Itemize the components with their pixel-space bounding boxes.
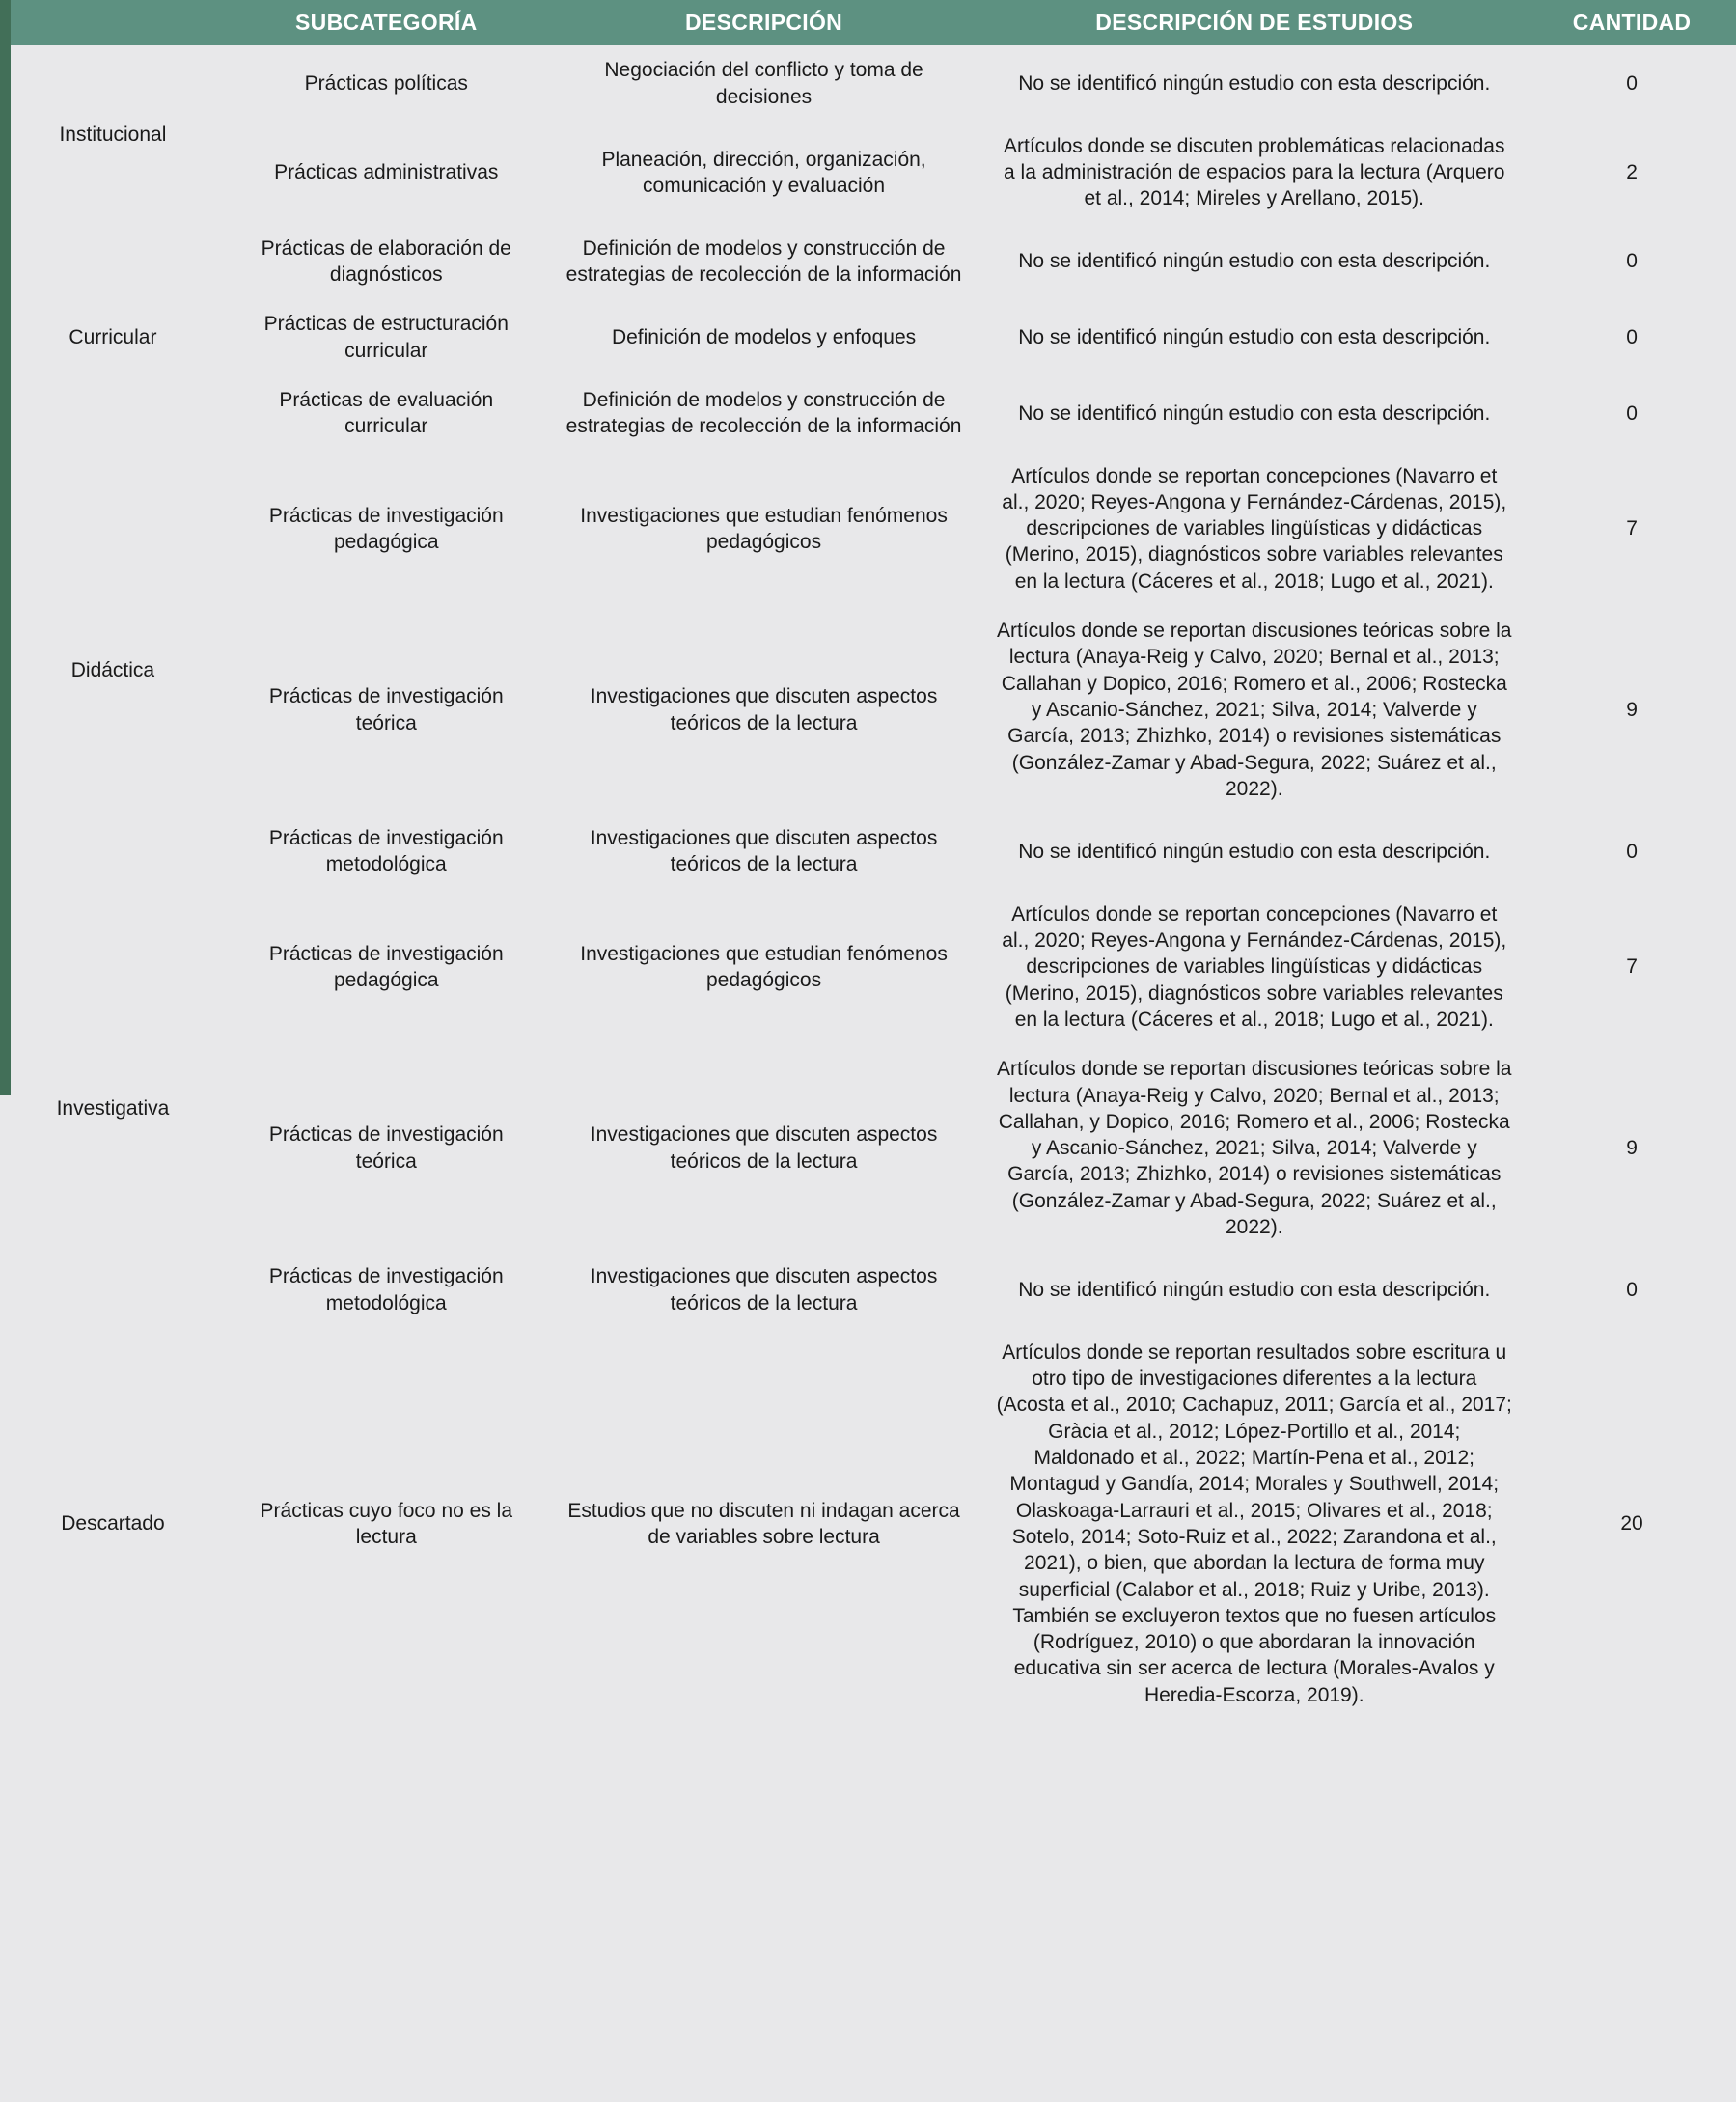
quantity-cell: 7 (1626, 517, 1638, 540)
table-row (0, 452, 1736, 606)
table-row (0, 606, 1736, 814)
description-cell: Investigaciones que discuten aspectos teóricos de la lectura (590, 1123, 938, 1173)
quantity-cell: 0 (1626, 71, 1638, 95)
description-cell: Investigaciones que discuten aspectos teóricos de la lectura (590, 685, 938, 734)
studies-description-cell: Artículos donde se reportan resultados sobre escritura u otro tipo de investigaciones diferentes a la lectura (Acosta et al., 2010; Cachapuz, 2011; García et al., 2017; Gràcia et al., 2012; López-Portillo et al., 2014; Maldonado et al., 2022; Martín-Pena et al., 2012; Montagud y Gandía, 2014; Morales y Southwell, 2014; Olaskoaga-Larrauri et al., 2015; Olivares et al., 2018; Sotelo, 2014; Soto-Ruiz et al., 2022; Zarandona et al., 2021), o bien, que abordan la lectura de forma muy superficial (Calabor et al., 2018; Ruiz y Uribe, 2013). También se excluyeron textos que no fuesen artículos (Rodríguez, 2010) o que abordaran la innovación educativa sin ser acerca de lectura (Morales-Avalos y Heredia-Escorza, 2019). (996, 1341, 1512, 1706)
subcategory-cell: Prácticas de investigación metodológica (268, 827, 504, 876)
quantity-header: CANTIDAD (1528, 0, 1736, 45)
table-row (0, 1252, 1736, 1328)
description-cell: Investigaciones que discuten aspectos teóricos de la lectura (590, 1265, 938, 1314)
category-cell: Didáctica (70, 658, 155, 681)
category-cell: Investigativa (56, 1097, 170, 1120)
table-row (0, 814, 1736, 890)
quantity-cell: 0 (1626, 326, 1638, 349)
subcategory-cell: Prácticas de investigación teórica (268, 685, 504, 734)
subcategory-cell: Prácticas políticas (304, 71, 468, 95)
studies-description-cell: Artículos donde se reportan discusiones teóricas sobre la lectura (Anaya-Reig y Calvo, 2020; Bernal et al., 2013; Callahan y Dopico, 2016; Romero et al., 2006; Rostecka y Ascanio-Sánchez, 2021; Silva, 2014; Valverde y García, 2013; Zhizhko, 2014) o revisiones sistemáticas (González-Zamar y Abad-Segura, 2022; Suárez et al., 2022). (997, 620, 1512, 800)
subcategory-cell: Prácticas cuyo foco no es la lectura (260, 1499, 512, 1548)
quantity-cell: 9 (1626, 1137, 1638, 1160)
subcategory-cell: Prácticas de investigación pedagógica (268, 942, 504, 991)
subcategory-header: SUBCATEGORÍA (226, 0, 547, 45)
description-cell: Investigaciones que estudian fenómenos pedagógicos (580, 942, 948, 991)
subcategory-cell: Prácticas de investigación teórica (268, 1123, 504, 1173)
studies-description-cell: Artículos donde se reportan discusiones teóricas sobre la lectura (Anaya-Reig y Calvo, 2020; Bernal et al., 2013; Callahan, y Dopico, 2016; Romero et al., 2006; Rostecka y Ascanio-Sánchez, 2021; Silva, 2014; Valverde y García, 2013; Zhizhko, 2014) o revisiones sistemáticas (González-Zamar y Abad-Segura, 2022; Suárez et al., 2022). (997, 1058, 1512, 1238)
page-margin-stripe (0, 0, 11, 1095)
studies-description-cell: Artículos donde se reportan concepciones (Navarro et al., 2020; Reyes-Angona y Fernández-Cárdenas, 2015), descripciones de variables lingüísticas y didácticas (Merino, 2015), diagnósticos sobre variables relevantes en la lectura (Cáceres et al., 2018; Lugo et al., 2021). (1002, 902, 1507, 1031)
studies-description-cell: No se identificó ningún estudio con esta descripción. (1018, 326, 1491, 349)
studies-description-cell: No se identificó ningún estudio con esta descripción. (1018, 250, 1491, 273)
quantity-cell: 20 (1620, 1512, 1643, 1535)
studies-description-cell: No se identificó ningún estudio con esta descripción. (1018, 840, 1491, 863)
category-header (0, 0, 226, 45)
category-cell: Institucional (59, 123, 167, 146)
subcategory-cell: Prácticas de investigación metodológica (268, 1265, 504, 1314)
quantity-cell: 0 (1626, 250, 1638, 273)
description-cell: Investigaciones que discuten aspectos teóricos de la lectura (590, 827, 938, 876)
quantity-cell: 2 (1626, 161, 1638, 184)
studies-description-cell: No se identificó ningún estudio con esta descripción. (1018, 401, 1491, 425)
description-cell: Definición de modelos y enfoques (611, 326, 917, 349)
table-row (0, 224, 1736, 300)
table-row (0, 299, 1736, 375)
table-row (0, 1044, 1736, 1252)
quantity-cell: 7 (1626, 955, 1638, 979)
table-row (0, 890, 1736, 1044)
subcategory-cell: Prácticas de investigación pedagógica (268, 504, 504, 553)
subcategory-cell: Prácticas de elaboración de diagnósticos (261, 236, 511, 287)
table-row (0, 1328, 1736, 1720)
studies-description-cell: No se identificó ningún estudio con esta descripción. (1018, 71, 1491, 95)
description-cell: Definición de modelos y construcción de estrategias de recolección de la información (565, 236, 962, 287)
subcategory-cell: Prácticas de evaluación curricular (279, 388, 494, 438)
studies-description-cell: Artículos donde se discuten problemáticas relacionadas a la administración de espacios para la lectura (Arquero et al., 2014; Mireles y Arellano, 2015). (1004, 134, 1505, 210)
description-cell: Planeación, dirección, organización, comunicación y evaluación (601, 148, 926, 197)
table-row (0, 122, 1736, 224)
description-cell: Negociación del conflicto y toma de decisiones (604, 59, 923, 108)
quantity-cell: 0 (1626, 840, 1638, 863)
table-row (0, 45, 1736, 122)
subcategory-cell: Prácticas administrativas (274, 161, 499, 184)
studies-description-cell: Artículos donde se reportan concepciones (Navarro et al., 2020; Reyes-Angona y Fernández-Cárdenas, 2015), descripciones de variables lingüísticas y didácticas (Merino, 2015), diagnósticos sobre variables relevantes en la lectura (Cáceres et al., 2018; Lugo et al., 2021). (1002, 464, 1507, 593)
table-row (0, 375, 1736, 452)
category-cell: Curricular (69, 326, 157, 349)
description-cell: Estudios que no discuten ni indagan acerca de variables sobre lectura (567, 1499, 960, 1548)
description-header: DESCRIPCIÓN (547, 0, 981, 45)
studies-description-header: DESCRIPCIÓN DE ESTUDIOS (980, 0, 1528, 45)
quantity-cell: 0 (1626, 401, 1638, 425)
subcategory-cell: Prácticas de estructuración curricular (263, 313, 509, 362)
quantity-cell: 9 (1626, 698, 1638, 721)
studies-description-cell: No se identificó ningún estudio con esta descripción. (1018, 1278, 1491, 1301)
category-cell: Descartado (61, 1512, 165, 1535)
description-cell: Definición de modelos y construcción de estrategias de recolección de la información (565, 388, 962, 438)
quantity-cell: 0 (1626, 1278, 1638, 1301)
description-cell: Investigaciones que estudian fenómenos pedagógicos (580, 504, 948, 553)
table-header-row (0, 0, 1736, 45)
